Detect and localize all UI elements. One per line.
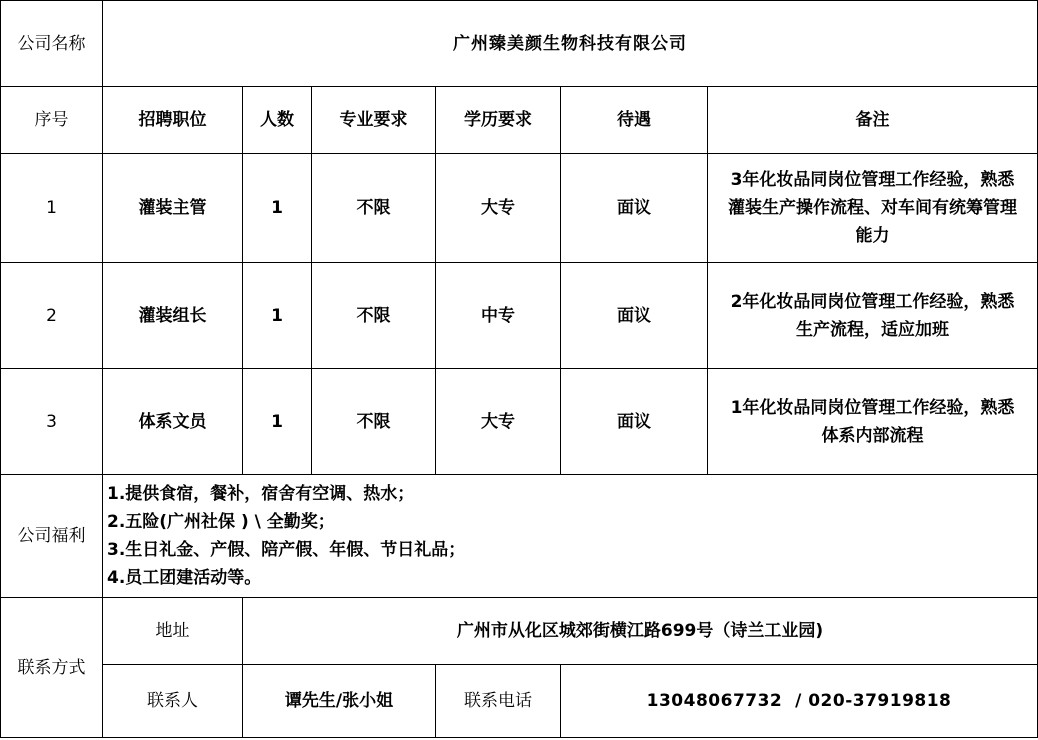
row-position: 灌装组长 (103, 263, 243, 369)
header-count: 人数 (243, 87, 312, 154)
row-index: 2 (1, 263, 103, 369)
row-position: 体系文员 (103, 369, 243, 475)
row-major: 不限 (312, 154, 436, 263)
row-count: 1 (243, 263, 312, 369)
row-education: 中专 (436, 263, 561, 369)
remark-line: 1年化妆品同岗位管理工作经验，熟悉 (730, 397, 1015, 418)
row-index: 1 (1, 154, 103, 263)
welfare-row (1, 475, 1038, 598)
row-position: 灌装主管 (103, 154, 243, 263)
header-salary: 待遇 (561, 87, 708, 154)
phone-label: 联系电话 (436, 665, 561, 738)
contact-person-value: 谭先生/张小姐 (243, 665, 436, 738)
welfare-label: 公司福利 (1, 475, 103, 598)
row-education: 大专 (436, 154, 561, 263)
row-index: 3 (1, 369, 103, 475)
contact-label: 联系方式 (1, 598, 103, 738)
row-salary: 面议 (561, 154, 708, 263)
remark-line: 能力 (855, 226, 890, 246)
row-major: 不限 (312, 263, 436, 369)
welfare-list (103, 475, 1038, 598)
address-label: 地址 (103, 598, 243, 665)
table-row (1, 154, 1038, 263)
row-remark (708, 154, 1038, 263)
row-major: 不限 (312, 369, 436, 475)
row-education: 大专 (436, 369, 561, 475)
row-count: 1 (243, 154, 312, 263)
row-remark (708, 263, 1038, 369)
row-remark (708, 369, 1038, 475)
address-row (1, 598, 1038, 665)
row-salary: 面议 (561, 369, 708, 475)
welfare-item: 4.员工团建活动等。 (107, 568, 262, 588)
remark-line: 生产流程，适应加班 (796, 319, 950, 340)
header-major: 专业要求 (312, 87, 436, 154)
header-index: 序号 (1, 87, 103, 154)
welfare-item: 2.五险(广州社保 ) \ 全勤奖； (107, 512, 335, 532)
remark-line: 2年化妆品同岗位管理工作经验，熟悉 (730, 291, 1015, 312)
table-row (1, 369, 1038, 475)
company-row (1, 1, 1038, 87)
table-row (1, 263, 1038, 369)
company-name: 广州臻美颜生物科技有限公司 (103, 1, 1038, 87)
contact-person-label: 联系人 (103, 665, 243, 738)
header-position: 招聘职位 (103, 87, 243, 154)
row-count: 1 (243, 369, 312, 475)
header-remark: 备注 (708, 87, 1038, 154)
contact-person-row (1, 665, 1038, 738)
remark-line: 灌装生产操作流程、对车间有统筹管理 (728, 198, 1018, 218)
welfare-item: 1.提供食宿，餐补，宿舍有空调、热水； (107, 484, 415, 504)
remark-line: 3年化妆品同岗位管理工作经验，熟悉 (730, 170, 1015, 190)
header-row (1, 87, 1038, 154)
phone-value: 13048067732 / 020-37919818 (561, 665, 1038, 738)
company-label: 公司名称 (1, 1, 103, 87)
remark-line: 体系内部流程 (821, 425, 924, 446)
welfare-item: 3.生日礼金、产假、陪产假、年假、节日礼品； (107, 540, 466, 560)
address-value: 广州市从化区城郊街横江路699号（诗兰工业园) (243, 598, 1038, 665)
row-salary: 面议 (561, 263, 708, 369)
header-education: 学历要求 (436, 87, 561, 154)
